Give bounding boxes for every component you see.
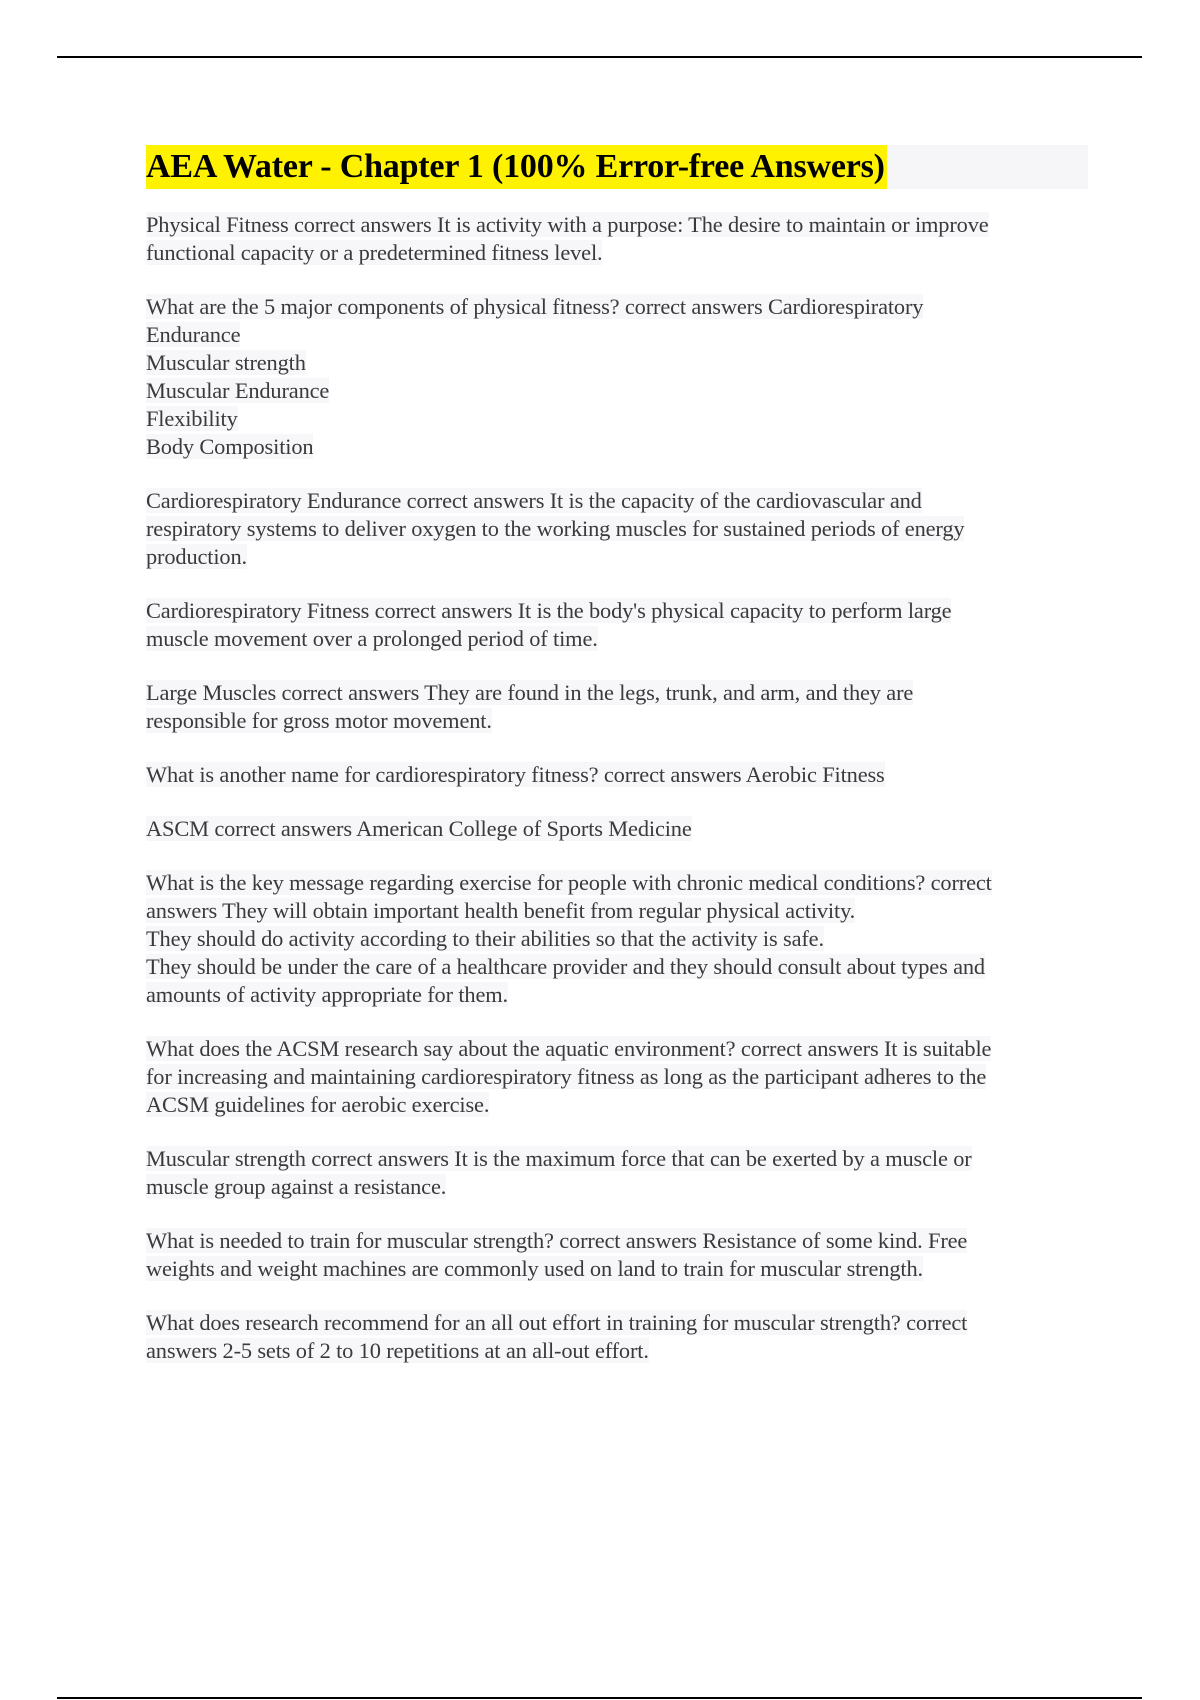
qa-entry-cardio-fitness [146, 597, 1091, 653]
qa-line: functional capacity or a predetermined fitness level. [146, 240, 603, 265]
qa-entry-aerobic-fitness [146, 761, 1091, 789]
qa-line: Muscular strength [146, 350, 306, 375]
qa-line: What is the key message regarding exercise for people with chronic medical conditions? correct [146, 870, 992, 895]
qa-line: weights and weight machines are commonly used on land to train for muscular strength. [146, 1256, 923, 1281]
qa-list [146, 211, 1091, 1365]
qa-line: muscle movement over a prolonged period of time. [146, 626, 598, 651]
bottom-rule [57, 1697, 1142, 1699]
qa-line: Muscular Endurance [146, 378, 330, 403]
qa-line: Muscular strength correct answers It is the maximum force that can be exerted by a muscle or [146, 1146, 972, 1171]
qa-line: They should be under the care of a healthcare provider and they should consult about types and [146, 954, 985, 979]
qa-line: Cardiorespiratory Endurance correct answers It is the capacity of the cardiovascular and [146, 488, 922, 513]
qa-entry-aquatic-environment [146, 1035, 1091, 1119]
qa-line: What is needed to train for muscular strength? correct answers Resistance of some kind. Free [146, 1228, 968, 1253]
qa-entry-components [146, 293, 1091, 461]
qa-line: production. [146, 544, 247, 569]
document-title: AEA Water - Chapter 1 (100% Error-free Answers) [146, 145, 887, 189]
qa-entry-ascm [146, 815, 1091, 843]
qa-line: Large Muscles correct answers They are found in the legs, trunk, and arm, and they are [146, 680, 914, 705]
qa-line: amounts of activity appropriate for them. [146, 982, 508, 1007]
qa-line: What does research recommend for an all out effort in training for muscular strength? correct [146, 1310, 968, 1335]
qa-line: Flexibility [146, 406, 238, 431]
document-body [146, 145, 1091, 1391]
qa-line: answers They will obtain important health benefit from regular physical activity. [146, 898, 856, 923]
title-bar [146, 145, 1088, 189]
qa-line: Body Composition [146, 434, 314, 459]
qa-line: Cardiorespiratory Fitness correct answers It is the body's physical capacity to perform large [146, 598, 952, 623]
qa-line: What does the ACSM research say about the aquatic environment? correct answers It is suitable [146, 1036, 992, 1061]
qa-line: What is another name for cardiorespiratory fitness? correct answers Aerobic Fitness [146, 762, 885, 787]
qa-entry-cardio-endurance [146, 487, 1091, 571]
qa-entry-physical-fitness [146, 211, 1091, 267]
qa-line: muscle group against a resistance. [146, 1174, 447, 1199]
qa-entry-train-strength [146, 1227, 1091, 1283]
qa-line: answers 2-5 sets of 2 to 10 repetitions at an all-out effort. [146, 1338, 649, 1363]
qa-line: They should do activity according to their abilities so that the activity is safe. [146, 926, 824, 951]
qa-line: Physical Fitness correct answers It is activity with a purpose: The desire to maintain or improve [146, 212, 989, 237]
qa-line: respiratory systems to deliver oxygen to the working muscles for sustained periods of energy [146, 516, 965, 541]
qa-entry-muscular-strength [146, 1145, 1091, 1201]
qa-entry-all-out-effort [146, 1309, 1091, 1365]
top-rule [57, 56, 1142, 58]
qa-line: for increasing and maintaining cardiorespiratory fitness as long as the participant adheres to the [146, 1064, 987, 1089]
qa-line: Endurance [146, 322, 241, 347]
qa-entry-chronic-conditions [146, 869, 1091, 1009]
qa-line: responsible for gross motor movement. [146, 708, 492, 733]
qa-entry-large-muscles [146, 679, 1091, 735]
qa-line: ASCM correct answers American College of Sports Medicine [146, 816, 692, 841]
qa-line: What are the 5 major components of physical fitness? correct answers Cardiorespiratory [146, 294, 924, 319]
qa-line: ACSM guidelines for aerobic exercise. [146, 1092, 490, 1117]
